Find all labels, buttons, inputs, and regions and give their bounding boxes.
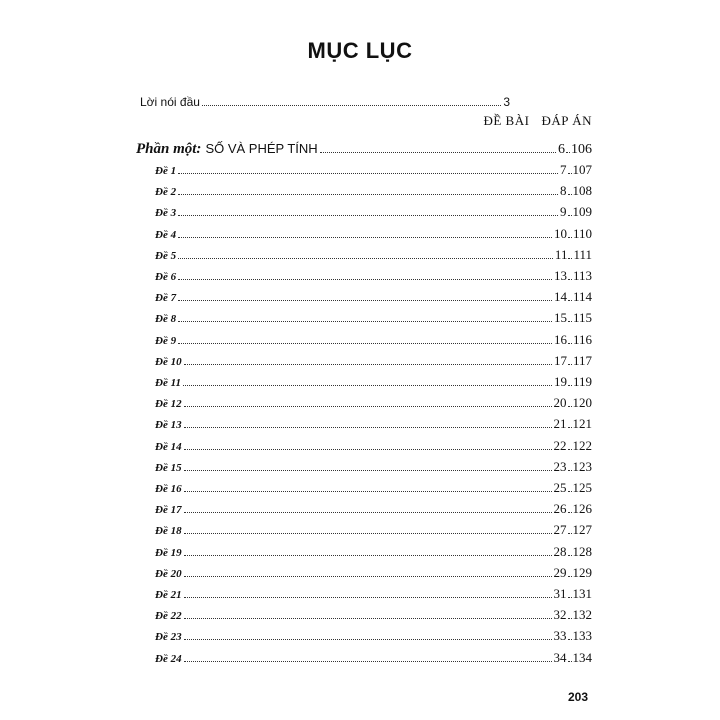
dot-leader <box>183 385 552 386</box>
dot-leader <box>568 279 572 280</box>
toc-row-de <box>155 374 592 391</box>
dot-leader <box>184 406 552 407</box>
toc-part-heading <box>136 141 318 158</box>
dot-leader <box>184 512 552 513</box>
toc-row-de <box>155 650 592 667</box>
toc-dap-an-page: 128 <box>572 543 592 559</box>
dot-leader <box>184 491 552 492</box>
toc-de-bai-page: 15 <box>553 310 567 326</box>
dot-leader <box>178 279 552 280</box>
toc-dap-an-page: 107 <box>572 162 592 177</box>
dot-leader <box>568 576 572 577</box>
toc-de-bai-page: 9 <box>560 204 567 220</box>
toc-de-bai-page: 20 <box>553 395 567 411</box>
column-headers <box>483 113 592 129</box>
dot-leader <box>568 406 572 407</box>
toc-label: Đề 17 <box>155 504 182 517</box>
toc-row-de <box>155 183 592 200</box>
dot-leader <box>184 576 552 577</box>
toc-row-de <box>155 268 592 285</box>
toc-dap-an-page: 133 <box>572 628 592 644</box>
toc-label: Đề 7 <box>155 292 177 305</box>
toc-dap-an-page: 106 <box>571 142 592 157</box>
toc-dap-an-page: 129 <box>572 564 592 580</box>
dot-leader <box>178 343 552 344</box>
dot-leader <box>184 470 552 471</box>
dot-leader <box>184 427 552 428</box>
toc-de-bai-page: 22 <box>553 437 567 453</box>
toc-row-de <box>155 522 592 539</box>
toc-dap-an-page: 108 <box>572 183 592 199</box>
toc-row-de <box>155 628 592 645</box>
toc-label: Đề 5 <box>155 249 177 262</box>
toc-label: Đề 16 <box>155 483 182 495</box>
dot-leader <box>178 173 558 174</box>
dot-leader <box>568 194 572 195</box>
toc-dap-an-page: 123 <box>572 458 592 474</box>
toc-label: Đề 20 <box>155 567 182 580</box>
toc-label: Đề 18 <box>155 525 182 538</box>
toc-row-de <box>155 310 592 327</box>
dot-leader <box>178 258 553 259</box>
dot-leader <box>568 639 572 640</box>
dot-leader <box>568 449 572 450</box>
toc-label: Đề 12 <box>155 398 182 411</box>
toc-row-de <box>155 480 592 497</box>
toc-dap-an-page: 132 <box>572 607 592 623</box>
dot-leader <box>184 639 552 640</box>
toc-de-bai-page: 6 <box>558 142 565 157</box>
toc-row-part <box>136 141 592 158</box>
dot-leader <box>568 533 572 534</box>
page-title: MỤC LỤC <box>307 38 413 63</box>
toc-dap-an-page: 109 <box>572 204 592 220</box>
toc-label: Đề 6 <box>155 271 177 283</box>
dot-leader <box>184 618 552 619</box>
dot-leader <box>178 321 552 322</box>
toc-de-bai-page: 17 <box>553 352 567 368</box>
toc-row-de <box>155 353 592 370</box>
dot-leader <box>184 661 552 662</box>
toc-dap-an-page: 120 <box>572 395 592 411</box>
toc-row-de <box>155 607 592 624</box>
toc-row-de <box>155 459 592 476</box>
dot-leader <box>184 555 552 556</box>
dot-leader <box>568 215 572 216</box>
toc-label: Đề 10 <box>155 355 182 368</box>
toc-dap-an-page: 116 <box>572 331 592 347</box>
toc-row-de <box>155 162 592 179</box>
toc-de-bai-page: 19 <box>553 374 567 389</box>
toc-dap-an-page: 110 <box>572 225 592 241</box>
toc-label: Đề 4 <box>155 228 177 241</box>
toc-dap-an-page: 134 <box>572 649 592 665</box>
dot-leader <box>568 237 572 238</box>
dot-leader <box>568 364 572 365</box>
toc-dap-an-page: 117 <box>572 352 592 368</box>
dot-leader <box>566 152 570 153</box>
toc-de-bai-page: 13 <box>553 268 567 283</box>
toc-label: Đề 23 <box>155 631 182 644</box>
toc-label: Đề 21 <box>155 589 182 601</box>
toc-dap-an-page: 113 <box>572 268 592 283</box>
toc-row-intro <box>140 94 510 110</box>
toc-label: Lời nói đầu <box>140 95 200 109</box>
dot-leader <box>178 215 558 216</box>
column-header-dap-an: ĐÁP ÁN <box>541 113 592 128</box>
dot-leader <box>568 173 572 174</box>
dot-leader <box>184 597 552 598</box>
toc-label: Đề 14 <box>155 440 182 453</box>
toc-de-bai-page: 16 <box>553 331 567 347</box>
dot-leader <box>568 555 572 556</box>
dot-leader <box>568 321 572 322</box>
toc-de-bai-page: 21 <box>553 416 567 432</box>
dot-leader <box>568 300 572 301</box>
toc-label: Đề 19 <box>155 546 182 559</box>
dot-leader <box>568 597 572 598</box>
dot-leader <box>178 300 552 301</box>
toc-dap-an-page: 122 <box>572 437 592 453</box>
toc-label: Đề 2 <box>155 186 177 199</box>
toc-de-bai-page: 11 <box>554 246 568 262</box>
dot-leader <box>568 470 572 471</box>
dot-leader <box>568 385 572 386</box>
toc-label: Đề 9 <box>155 334 177 347</box>
toc-label: Đề 24 <box>155 652 182 665</box>
page-number: 203 <box>567 690 588 704</box>
toc-de-bai-page: 25 <box>553 480 567 495</box>
toc-dap-an-page: 119 <box>572 374 592 389</box>
dot-leader <box>320 152 556 153</box>
toc-page-ref: 3 <box>503 95 510 109</box>
toc-de-bai-page: 29 <box>553 564 567 580</box>
toc-row-de <box>155 544 592 561</box>
toc-dap-an-page: 114 <box>572 289 592 305</box>
toc-label: Đề 1 <box>155 165 177 177</box>
toc-de-bai-page: 7 <box>560 162 567 177</box>
toc-row-de <box>155 395 592 412</box>
dot-leader <box>178 194 558 195</box>
part-title: SỐ VÀ PHÉP TÍNH <box>205 141 318 156</box>
dot-leader <box>568 343 572 344</box>
toc-label: Đề 8 <box>155 313 177 326</box>
toc-label: Đề 13 <box>155 419 182 432</box>
dot-leader <box>568 618 572 619</box>
toc-row-de <box>155 204 592 221</box>
toc-dap-an-page: 127 <box>572 522 592 538</box>
toc-de-bai-page: 23 <box>553 458 567 474</box>
toc-de-bai-page: 32 <box>553 607 567 623</box>
dot-leader <box>184 364 552 365</box>
toc-de-bai-page: 8 <box>560 183 567 199</box>
toc-dap-an-page: 131 <box>572 586 592 601</box>
dot-leader <box>568 258 572 259</box>
toc-dap-an-page: 125 <box>572 480 592 495</box>
dot-leader <box>568 491 572 492</box>
part-prefix: Phần một: <box>136 141 202 157</box>
toc-row-de <box>155 226 592 243</box>
toc-row-de <box>155 289 592 306</box>
toc-dap-an-page: 121 <box>572 416 592 432</box>
toc-row-de <box>155 565 592 582</box>
toc-label: Đề 15 <box>155 461 182 474</box>
toc-dap-an-page: 111 <box>573 246 592 262</box>
toc-row-de <box>155 586 592 603</box>
toc-label: Đề 3 <box>155 207 177 220</box>
toc-label: Đề 22 <box>155 610 182 623</box>
dot-leader <box>568 427 572 428</box>
dot-leader <box>202 105 501 106</box>
toc-de-bai-page: 14 <box>553 289 567 305</box>
dot-leader <box>184 533 552 534</box>
dot-leader <box>184 449 552 450</box>
toc-row-de <box>155 438 592 455</box>
toc-de-bai-page: 26 <box>553 501 567 517</box>
toc-row-de <box>155 416 592 433</box>
column-header-de-bai: ĐỀ BÀI <box>483 113 530 128</box>
toc-dap-an-page: 126 <box>572 501 592 517</box>
toc-de-bai-page: 33 <box>553 628 567 644</box>
dot-leader <box>178 237 552 238</box>
toc-de-bai-page: 27 <box>553 522 567 538</box>
toc-dap-an-page: 115 <box>572 310 592 326</box>
toc-de-bai-page: 31 <box>553 586 567 601</box>
toc-label: Đề 11 <box>155 377 181 389</box>
toc-row-de <box>155 332 592 349</box>
toc-de-bai-page: 28 <box>553 543 567 559</box>
toc-row-de <box>155 501 592 518</box>
toc-de-bai-page: 10 <box>553 225 567 241</box>
dot-leader <box>568 661 572 662</box>
toc-de-bai-page: 34 <box>553 649 567 665</box>
dot-leader <box>568 512 572 513</box>
toc-row-de <box>155 247 592 264</box>
